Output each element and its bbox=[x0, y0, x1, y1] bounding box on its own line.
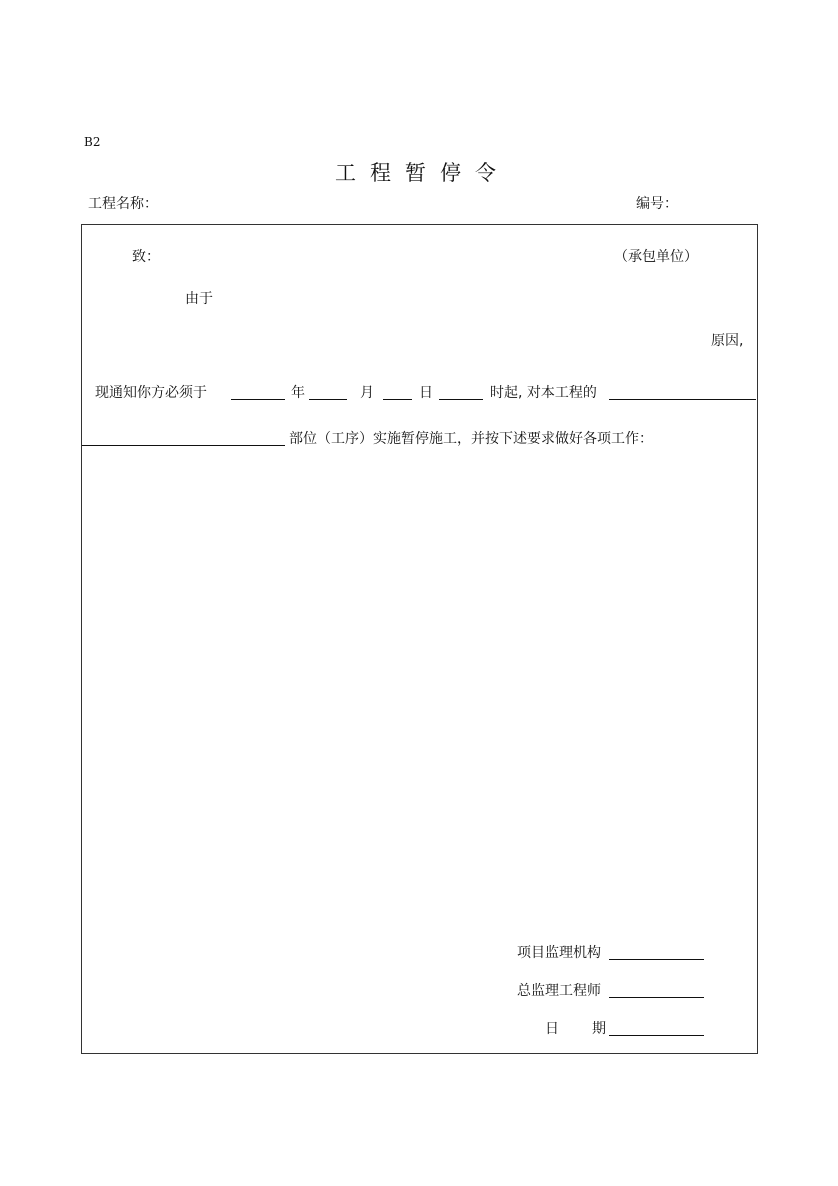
project-name-label: 工程名称： bbox=[88, 196, 158, 212]
form-box bbox=[81, 224, 758, 1054]
due-to-label: 由于 bbox=[185, 291, 213, 307]
month-blank bbox=[309, 399, 347, 400]
engineer-label: 总监理工程师 bbox=[517, 983, 601, 999]
engineer-blank bbox=[609, 997, 704, 998]
org-blank bbox=[609, 959, 704, 960]
contractor-label: （承包单位） bbox=[614, 249, 698, 265]
notice-prefix: 现通知你方必须于 bbox=[95, 385, 207, 401]
form-code: B2 bbox=[84, 135, 101, 149]
org-label: 项目监理机构 bbox=[517, 945, 601, 961]
day-blank bbox=[383, 399, 412, 400]
month-label: 月 bbox=[360, 385, 374, 401]
part-text: 部位（工序）实施暂停施工，并按下述要求做好各项工作： bbox=[289, 431, 653, 447]
part-blank bbox=[82, 445, 285, 446]
from-time-label: 时起, 对本工程的 bbox=[490, 385, 597, 401]
day-label: 日 bbox=[419, 385, 433, 401]
project-part-blank bbox=[609, 399, 756, 400]
page-title: 工程暂停令 bbox=[335, 161, 510, 185]
year-label: 年 bbox=[291, 385, 305, 401]
date-label-2: 期 bbox=[592, 1021, 606, 1037]
hour-blank bbox=[439, 399, 483, 400]
number-label: 编号： bbox=[636, 196, 678, 212]
date-blank bbox=[609, 1035, 704, 1036]
date-label-1: 日 bbox=[545, 1021, 559, 1037]
to-label: 致： bbox=[132, 249, 160, 265]
year-blank bbox=[231, 399, 285, 400]
reason-label: 原因, bbox=[711, 333, 744, 349]
